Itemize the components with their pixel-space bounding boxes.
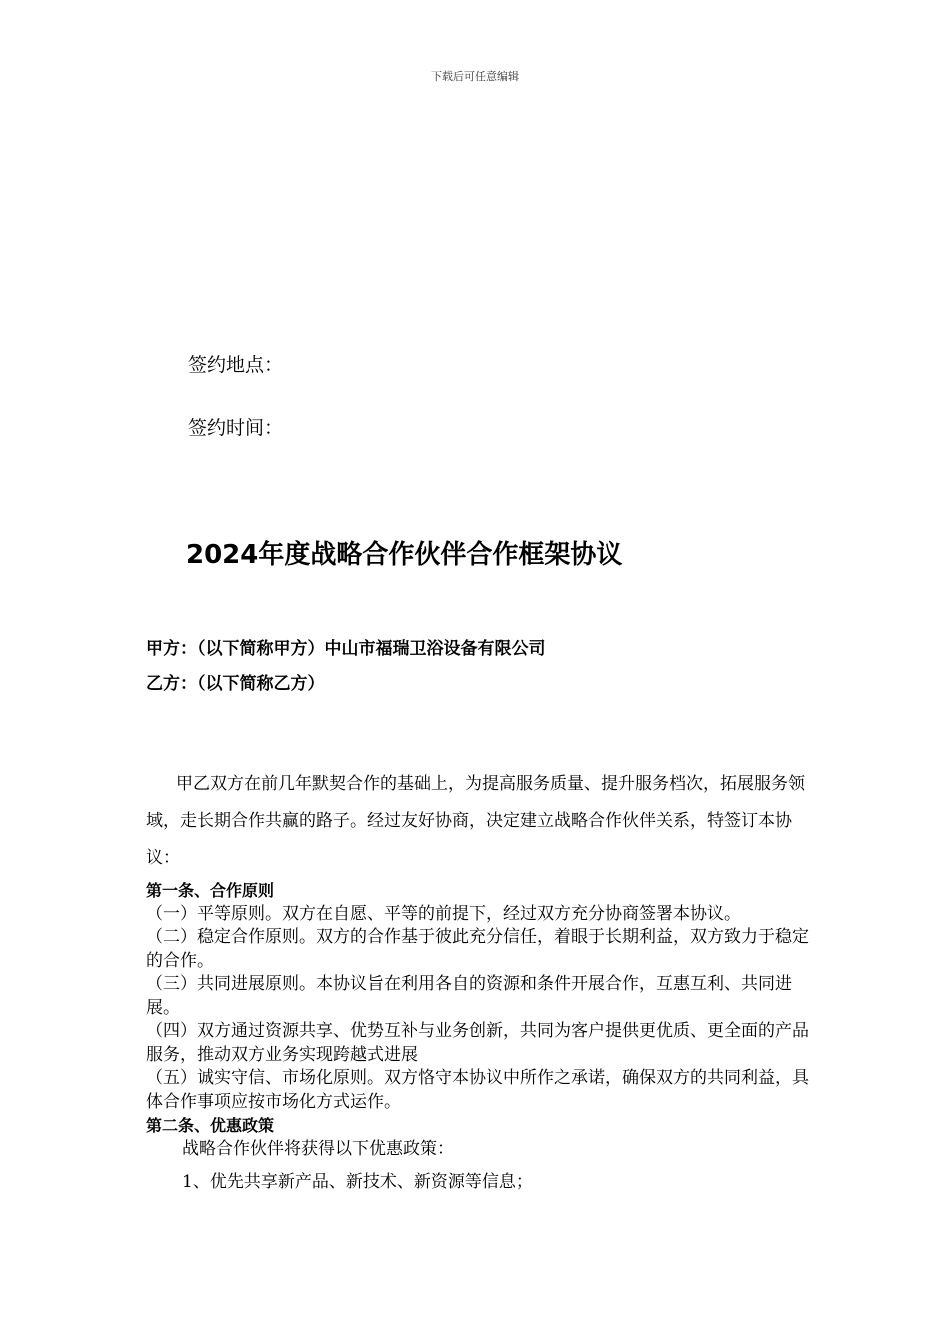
article-1-item: （四）双方通过资源共享、优势互补与业务创新，共同为客户提供更优质、更全面的产品服务，推动双方业务实现跨越式进展 [146,1021,809,1065]
article-1-item: （一）平等原则。双方在自愿、平等的前提下，经过双方充分协商签署本协议。 [146,903,741,924]
article-1-item: （三）共同进展原则。本协议旨在利用各自的资源和条件开展合作，互惠互利、共同进展。 [146,974,792,1018]
article-1-item: （五）诚实守信、市场化原则。双方恪守本协议中所作之承诺，确保双方的共同利益，具体合作事项应按市场化方式运作。 [146,1068,809,1112]
signing-place-label: 签约地点： [188,354,284,376]
article-1-heading: 第一条、合作原则 [146,881,275,900]
intro-paragraph: 甲乙双方在前几年默契合作的基础上，为提高服务质量、提升服务档次，拓展服务领域，走长期合作共赢的路子。经过友好协商，决定建立战略合作伙伴关系，特签订本协议： [146,774,805,868]
header-note: 下载后可任意编辑 [431,70,519,83]
article-2-heading: 第二条、优惠政策 [146,1116,275,1135]
agreement-body [146,879,812,1195]
document-title: 2024年度战略合作伙伴合作框架协议 [186,540,623,570]
article-1-item: （二）稳定合作原则。双方的合作基于彼此充分信任，着眼于长期利益，双方致力于稳定的合作。 [146,927,809,971]
article-2-intro: 战略合作伙伴将获得以下优惠政策： [182,1138,454,1159]
party-a: 甲方：（以下简称甲方）中山市福瑞卫浴设备有限公司 [146,639,546,659]
party-b: 乙方：（以下简称乙方） [146,674,325,694]
article-2-item: 1、优先共享新产品、新技术、新资源等信息； [182,1172,533,1192]
signing-time-label: 签约时间： [188,417,284,439]
